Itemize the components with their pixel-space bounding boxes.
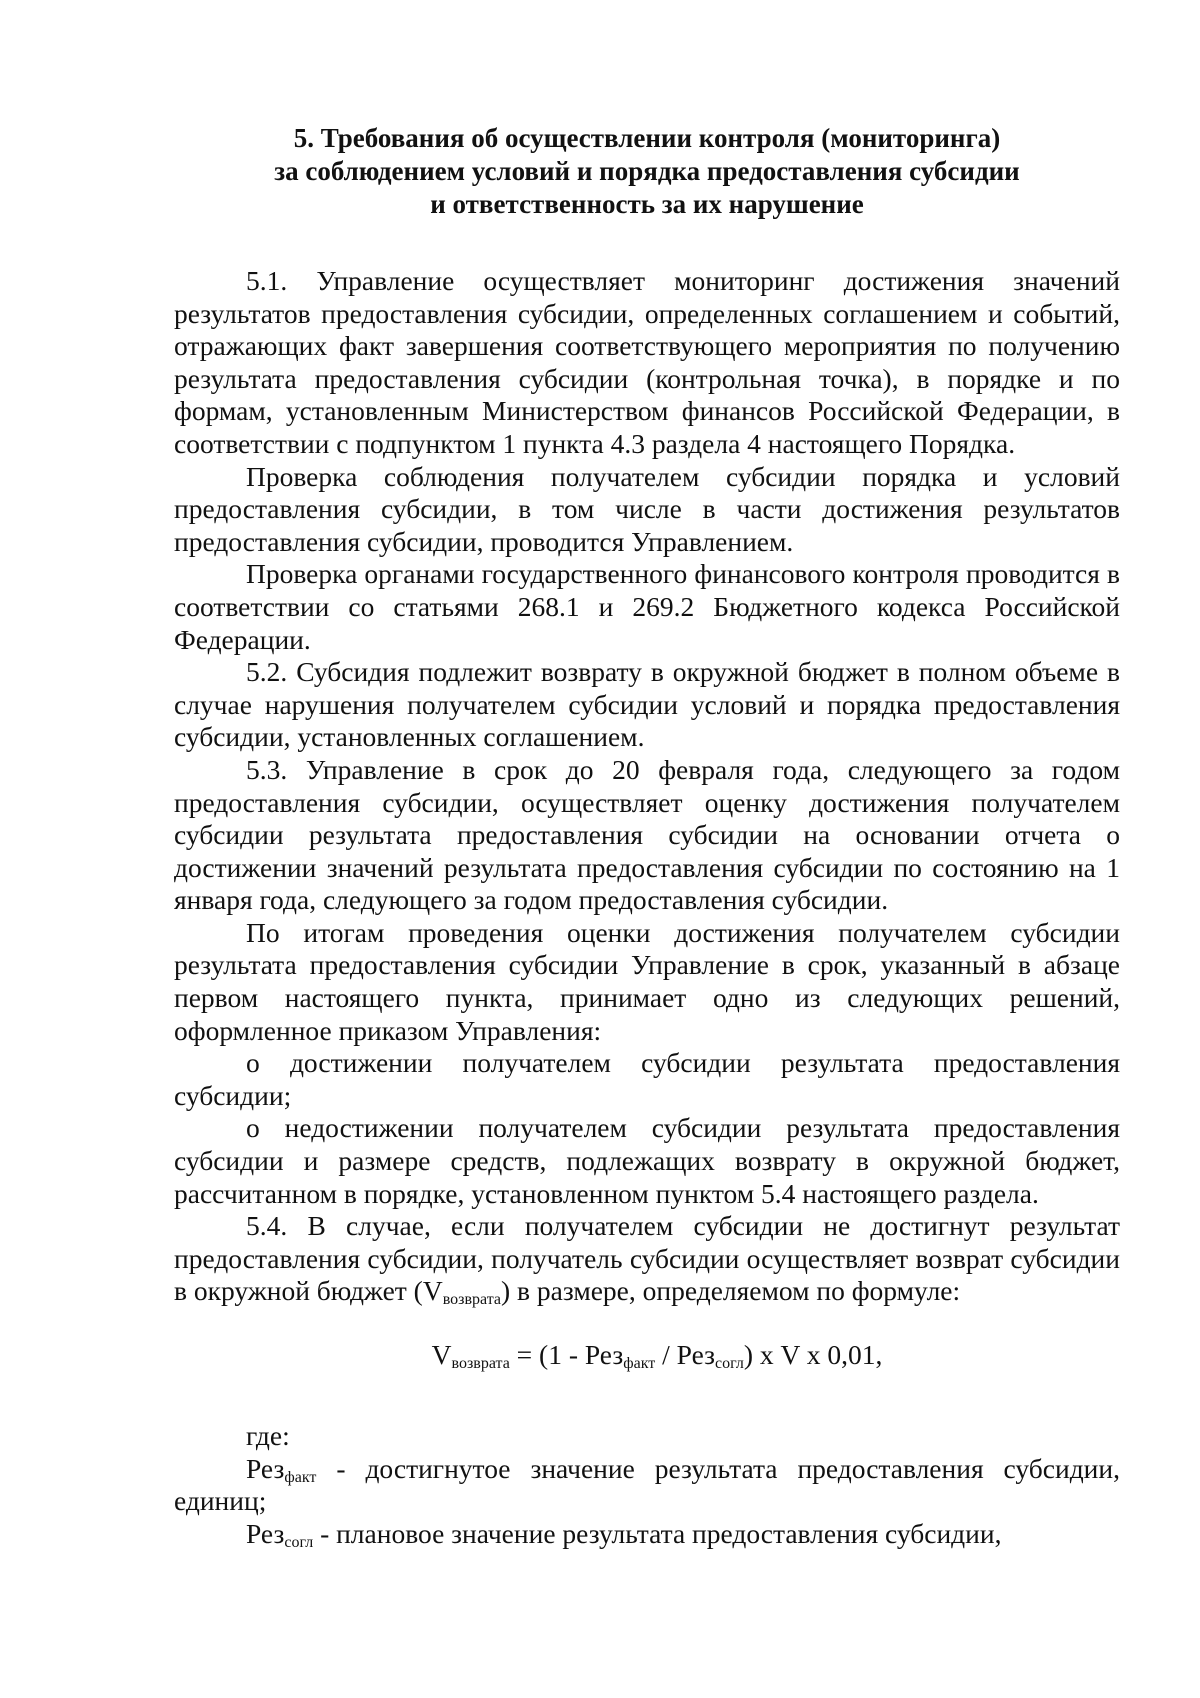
refund-formula xyxy=(174,1338,1120,1372)
paragraph-5-2: 5.2. Субсидия подлежит возврату в окружной бюджет в полном объеме в случае нарушения получателем субсидии условий и порядка предоставления субсидии, установленных соглашением. xyxy=(174,656,1120,753)
definition-fact xyxy=(174,1453,1120,1518)
formula-part-2: ) х V х 0,01, xyxy=(743,1339,883,1370)
section-heading-line-3: и ответственность за их нарушение xyxy=(430,189,864,219)
paragraph-check-recipient: Проверка соблюдения получателем субсидии порядка и условий предоставления субсидии, в том числе в части достижения результатов предоставления субсидии, проводится Управлением. xyxy=(174,460,1120,557)
formula-plan-subscript: согл xyxy=(714,1355,744,1372)
definition-plan-subscript: согл xyxy=(284,1533,314,1551)
section-heading-line-1: 5. Требования об осуществлении контроля (мониторинга) xyxy=(293,123,1001,153)
formula-slash: / Рез xyxy=(655,1339,715,1370)
definition-plan-text: - плановое значение результата предоставления субсидии, xyxy=(313,1517,1002,1549)
paragraph-5-1: 5.1. Управление осуществляет мониторинг достижения значений результатов предоставления субсидии, определенных соглашением и событий, отражающих факт завершения соответствующего мероприятия по получению результата предоставления субсидии (контрольная точка), в порядке и по формам, установленным Министерством финансов Российской Федерации, в соответствии с подпунктом 1 пункта 4.3 раздела 4 настоящего Порядка. xyxy=(174,265,1120,459)
definition-fact-text: - достигнутое значение результата предоставления субсидии, единиц; xyxy=(174,1452,1120,1517)
paragraph-5-4 xyxy=(174,1210,1120,1308)
formula-v: V xyxy=(431,1339,452,1370)
paragraph-5-4-text-end: ) в размере, определяемом по формуле: xyxy=(501,1275,961,1307)
section-heading xyxy=(174,122,1120,221)
paragraph-5-4-text: 5.4. В случае, если получателем субсидии не достигнут результат предоставления субсидии, получатель субсидии осуществляет возврат субсидии в окружной бюджет (V xyxy=(174,1210,1120,1307)
definition-fact-subscript: факт xyxy=(284,1468,317,1486)
definition-plan-symbol: Рез xyxy=(246,1517,285,1549)
document-page xyxy=(174,122,1120,1550)
paragraph-5-3: 5.3. Управление в срок до 20 февраля года, следующего за годом предоставления субсидии, осуществляет оценку достижения получателем субсидии результата предоставления субсидии на основании отчета о достижении значений результата предоставления субсидии по состоянию на 1 января года, следующего за годом предоставления субсидии. xyxy=(174,753,1120,916)
formula-v-subscript: возврата xyxy=(451,1355,510,1372)
paragraph-5-4-subscript: возврата xyxy=(442,1291,501,1309)
formula-part-1: = (1 - Рез xyxy=(509,1339,624,1370)
definition-plan xyxy=(174,1518,1120,1551)
paragraph-decision-not-achieved: о недостижении получателем субсидии результата предоставления субсидии и размере средств, подлежащих возврату в окружной бюджет, рассчитанном в порядке, установленном пунктом 5.4 настоящего раздела. xyxy=(174,1112,1120,1209)
paragraph-evaluation-results: По итогам проведения оценки достижения получателем субсидии результата предоставления субсидии Управление в срок, указанный в абзаце первом настоящего пункта, принимает одно из следующих решений, оформленное приказом Управления: xyxy=(174,916,1120,1046)
definitions-where: где: xyxy=(246,1420,290,1451)
paragraph-decision-achieved: о достижении получателем субсидии результата предоставления субсидии; xyxy=(174,1047,1120,1111)
paragraph-check-state-control: Проверка органами государственного финансового контроля проводится в соответствии со статьями 268.1 и 269.2 Бюджетного кодекса Российской Федерации. xyxy=(174,558,1120,655)
definition-fact-symbol: Рез xyxy=(246,1452,285,1484)
formula-fact-subscript: факт xyxy=(623,1355,656,1372)
section-heading-line-2: за соблюдением условий и порядка предоставления субсидии xyxy=(274,156,1020,186)
